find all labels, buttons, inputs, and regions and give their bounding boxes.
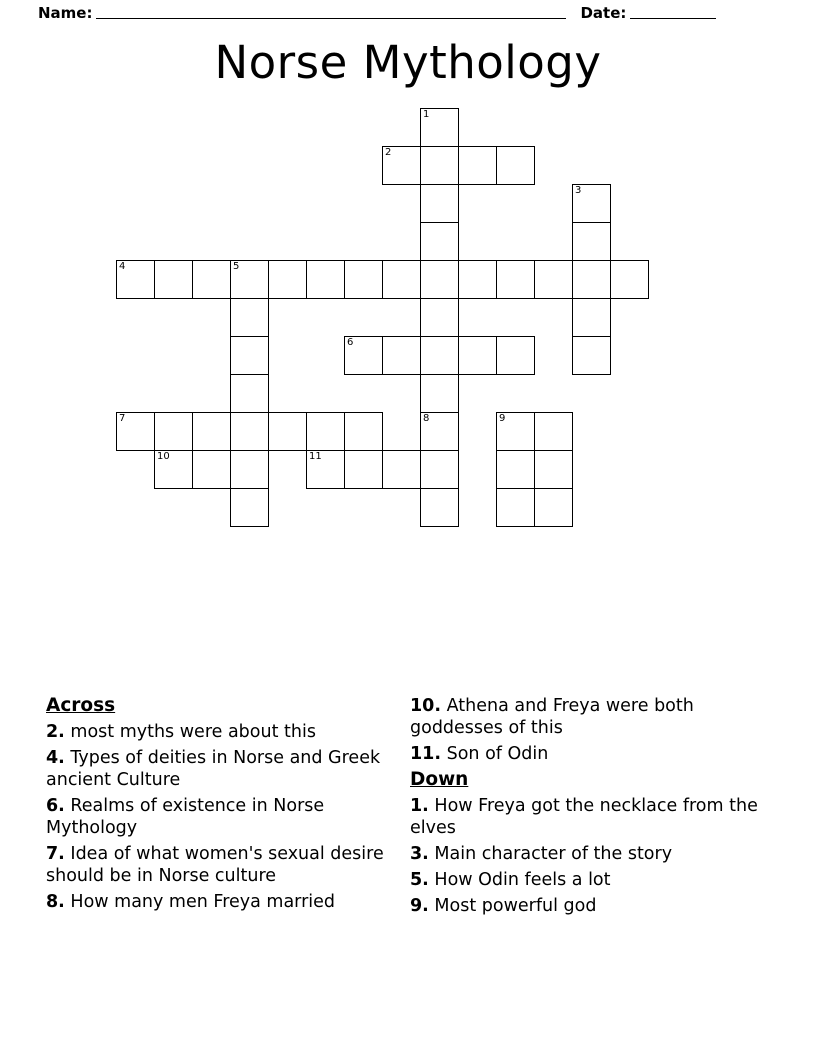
name-label: Name: (38, 4, 93, 22)
crossword-cell[interactable] (420, 298, 459, 337)
clue-number: 1. (410, 796, 429, 816)
crossword-cell[interactable] (458, 336, 497, 375)
clue-number: 5. (410, 870, 429, 890)
crossword-cell[interactable] (610, 260, 649, 299)
clues-column-left (46, 695, 398, 917)
crossword-cell[interactable] (192, 412, 231, 451)
clue-number: 10. (410, 696, 442, 716)
cell-number: 7 (119, 413, 126, 424)
crossword-cell[interactable] (496, 260, 535, 299)
crossword-cell[interactable] (534, 450, 573, 489)
crossword-cell[interactable] (230, 488, 269, 527)
clues-section (46, 695, 770, 965)
crossword-cell[interactable] (192, 260, 231, 299)
clue-text: Athena and Freya were both goddesses of this (410, 696, 694, 738)
crossword-cell[interactable] (230, 336, 269, 375)
clue-across-10 (410, 695, 762, 739)
cell-number: 1 (423, 109, 430, 120)
clue-down-3 (410, 843, 762, 865)
clue-number: 11. (410, 744, 442, 764)
crossword-cell[interactable] (230, 260, 269, 299)
crossword-cell[interactable] (230, 450, 269, 489)
crossword-cell[interactable] (116, 412, 155, 451)
name-input-line[interactable] (96, 7, 566, 19)
crossword-cell[interactable] (344, 450, 383, 489)
clue-number: 8. (46, 892, 65, 912)
clue-across-4 (46, 747, 398, 791)
clue-text: How Odin feels a lot (434, 870, 611, 890)
crossword-cell[interactable] (154, 450, 193, 489)
crossword-cell[interactable] (268, 260, 307, 299)
crossword-cell[interactable] (116, 260, 155, 299)
crossword-cell[interactable] (306, 412, 345, 451)
crossword-cell[interactable] (458, 260, 497, 299)
crossword-cell[interactable] (420, 412, 459, 451)
crossword-cell[interactable] (420, 488, 459, 527)
clue-number: 3. (410, 844, 429, 864)
clue-number: 6. (46, 796, 65, 816)
date-label: Date: (580, 4, 627, 22)
crossword-cell[interactable] (496, 450, 535, 489)
crossword-cell[interactable] (230, 412, 269, 451)
clue-text: Realms of existence in Norse Mythology (46, 796, 325, 838)
crossword-cell[interactable] (534, 260, 573, 299)
crossword-cell[interactable] (306, 450, 345, 489)
crossword-cell[interactable] (420, 184, 459, 223)
crossword-cell[interactable] (382, 260, 421, 299)
crossword-cell[interactable] (420, 260, 459, 299)
crossword-cell[interactable] (154, 412, 193, 451)
clue-down-1 (410, 795, 762, 839)
crossword-cell[interactable] (534, 412, 573, 451)
cell-number: 4 (119, 261, 126, 272)
crossword-cell[interactable] (230, 374, 269, 413)
clue-text: How many men Freya married (70, 892, 335, 912)
cell-number: 5 (233, 261, 240, 272)
clue-text: Main character of the story (434, 844, 673, 864)
clue-down-5 (410, 869, 762, 891)
crossword-cell[interactable] (230, 298, 269, 337)
clue-number: 9. (410, 896, 429, 916)
cell-number: 8 (423, 413, 430, 424)
crossword-cell[interactable] (420, 146, 459, 185)
crossword-cell[interactable] (420, 336, 459, 375)
clue-down-9 (410, 895, 762, 917)
clue-text: Most powerful god (434, 896, 597, 916)
cell-number: 10 (157, 451, 170, 462)
clue-text: most myths were about this (70, 722, 316, 742)
down-heading: Down (410, 769, 469, 790)
clue-text: Idea of what women's sexual desire should be in Norse culture (46, 844, 384, 886)
clue-across-11 (410, 743, 762, 765)
crossword-cell[interactable] (344, 336, 383, 375)
crossword-cell[interactable] (496, 146, 535, 185)
crossword-cell[interactable] (496, 488, 535, 527)
crossword-cell[interactable] (420, 108, 459, 147)
crossword-cell[interactable] (572, 298, 611, 337)
worksheet-header (38, 0, 778, 26)
clue-number: 4. (46, 748, 65, 768)
clue-across-7 (46, 843, 398, 887)
clue-number: 7. (46, 844, 65, 864)
crossword-cell[interactable] (496, 336, 535, 375)
clue-text: Types of deities in Norse and Greek ancient Culture (46, 748, 381, 790)
cell-number: 3 (575, 185, 582, 196)
clue-across-6 (46, 795, 398, 839)
crossword-cell[interactable] (192, 450, 231, 489)
crossword-cell[interactable] (382, 146, 421, 185)
clue-across-8 (46, 891, 398, 913)
crossword-cell[interactable] (458, 146, 497, 185)
clue-number: 2. (46, 722, 65, 742)
cell-number: 2 (385, 147, 392, 158)
cell-number: 9 (499, 413, 506, 424)
clue-across-2 (46, 721, 398, 743)
crossword-cell[interactable] (268, 412, 307, 451)
crossword-cell[interactable] (154, 260, 193, 299)
crossword-cell[interactable] (572, 184, 611, 223)
page-title: Norse Mythology (214, 36, 602, 89)
crossword-cell[interactable] (382, 336, 421, 375)
crossword-cell[interactable] (572, 336, 611, 375)
crossword-cell[interactable] (306, 260, 345, 299)
cell-number: 6 (347, 337, 354, 348)
crossword-cell[interactable] (344, 412, 383, 451)
crossword-cell[interactable] (420, 450, 459, 489)
crossword-cell[interactable] (572, 222, 611, 261)
across-heading: Across (46, 695, 116, 716)
crossword-grid[interactable] (116, 108, 662, 576)
cell-number: 11 (309, 451, 322, 462)
clue-text: Son of Odin (446, 744, 549, 764)
date-input-line[interactable] (630, 7, 716, 19)
crossword-cell[interactable] (496, 412, 535, 451)
crossword-cell[interactable] (420, 374, 459, 413)
crossword-cell[interactable] (420, 222, 459, 261)
clues-column-right (410, 695, 762, 921)
crossword-cell[interactable] (572, 260, 611, 299)
clue-text: How Freya got the necklace from the elves (410, 796, 758, 838)
crossword-cell[interactable] (382, 450, 421, 489)
crossword-cell[interactable] (344, 260, 383, 299)
crossword-cell[interactable] (534, 488, 573, 527)
